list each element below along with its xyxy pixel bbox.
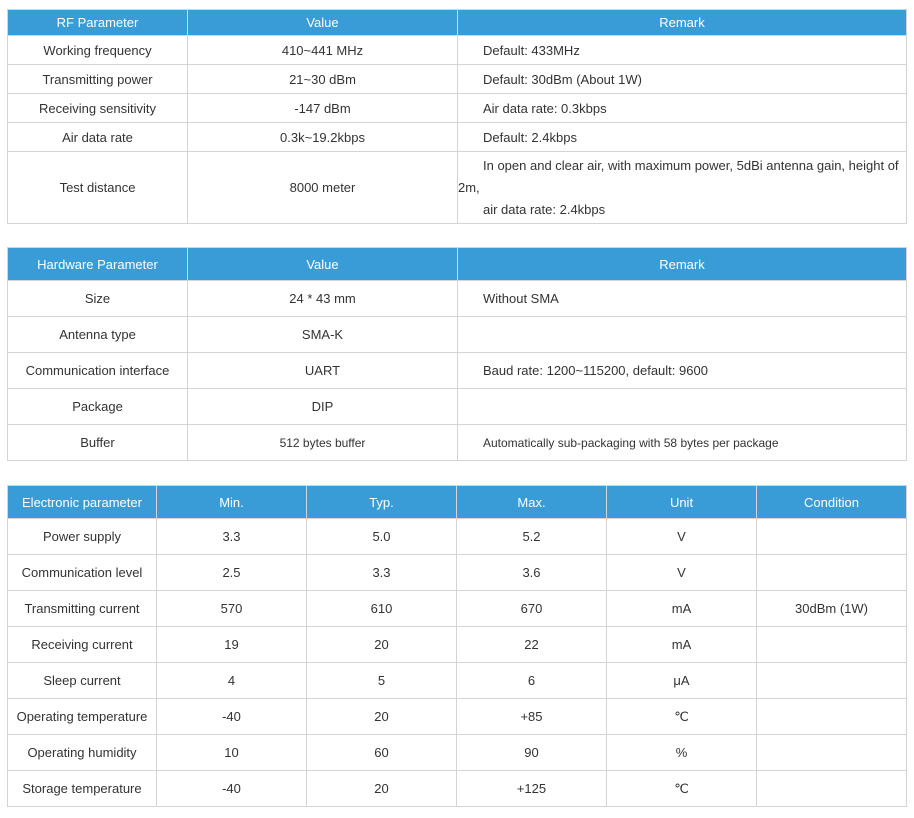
param-cell: Storage temperature [8,771,157,807]
param-cell: Antenna type [8,317,188,353]
param-cell: Working frequency [8,36,188,65]
unit-cell: μA [607,663,757,699]
remark-cell: Air data rate: 0.3kbps [458,94,907,123]
typ-cell: 60 [307,735,457,771]
column-header: Condition [757,486,907,519]
value-cell: SMA-K [188,317,458,353]
condition-cell [757,699,907,735]
unit-cell: ℃ [607,699,757,735]
typ-cell: 3.3 [307,555,457,591]
max-cell: 670 [457,591,607,627]
table-row [8,627,907,663]
table-row [8,123,907,152]
param-cell: Operating temperature [8,699,157,735]
param-cell: Buffer [8,425,188,461]
min-cell: -40 [157,771,307,807]
condition-cell [757,771,907,807]
table-row [8,591,907,627]
table-row [8,65,907,94]
table-row [8,519,907,555]
electronic-table-body [8,519,907,807]
unit-cell: ℃ [607,771,757,807]
remark-line: In open and clear air, with maximum power, 5dBi antenna gain, height of [483,157,899,173]
table-row [8,735,907,771]
param-cell: Receiving sensitivity [8,94,188,123]
hardware-parameter-table [7,247,907,461]
max-cell: 90 [457,735,607,771]
column-header: Remark [458,10,907,36]
param-cell: Communication level [8,555,157,591]
unit-cell: mA [607,627,757,663]
param-cell: Communication interface [8,353,188,389]
column-header: Hardware Parameter [8,248,188,281]
table-header-row [8,486,907,519]
param-cell: Sleep current [8,663,157,699]
remark-cell [458,389,907,425]
min-cell: -40 [157,699,307,735]
remark-cell: Default: 433MHz [458,36,907,65]
max-cell: 5.2 [457,519,607,555]
unit-cell: % [607,735,757,771]
table-row [8,663,907,699]
param-cell: Air data rate [8,123,188,152]
min-cell: 2.5 [157,555,307,591]
table-row [8,36,907,65]
param-cell: Size [8,281,188,317]
condition-cell [757,735,907,771]
param-cell: Operating humidity [8,735,157,771]
min-cell: 19 [157,627,307,663]
typ-cell: 20 [307,771,457,807]
table-header-row [8,10,907,36]
remark-cell: Baud rate: 1200~115200, default: 9600 [458,353,907,389]
column-header: Max. [457,486,607,519]
remark-cell [458,317,907,353]
param-cell: Receiving current [8,627,157,663]
value-cell: 0.3k~19.2kbps [188,123,458,152]
table-row [8,317,907,353]
column-header: Typ. [307,486,457,519]
typ-cell: 5.0 [307,519,457,555]
table-row [8,699,907,735]
unit-cell: V [607,555,757,591]
remark-cell: Without SMA [458,281,907,317]
min-cell: 4 [157,663,307,699]
column-header: Remark [458,248,907,281]
value-cell: 8000 meter [188,152,458,224]
min-cell: 570 [157,591,307,627]
column-header: RF Parameter [8,10,188,36]
param-cell: Package [8,389,188,425]
value-cell: 24 * 43 mm [188,281,458,317]
min-cell: 10 [157,735,307,771]
unit-cell: mA [607,591,757,627]
column-header: Value [188,10,458,36]
table-row [8,771,907,807]
remark-line: 2m, [458,179,480,195]
typ-cell: 5 [307,663,457,699]
remark-cell [458,152,907,224]
unit-cell: V [607,519,757,555]
column-header: Electronic parameter [8,486,157,519]
column-header: Unit [607,486,757,519]
table-header-row [8,248,907,281]
max-cell: 6 [457,663,607,699]
typ-cell: 20 [307,699,457,735]
value-cell: DIP [188,389,458,425]
electronic-parameter-table [7,485,907,807]
value-cell: 410~441 MHz [188,36,458,65]
max-cell: +85 [457,699,607,735]
param-cell: Transmitting power [8,65,188,94]
remark-cell: Automatically sub-packaging with 58 bytes per package [458,425,907,461]
value-cell: UART [188,353,458,389]
condition-cell: 30dBm (1W) [757,591,907,627]
value-cell: 21~30 dBm [188,65,458,94]
column-header: Value [188,248,458,281]
condition-cell [757,663,907,699]
remark-line: air data rate: 2.4kbps [483,201,606,217]
condition-cell [757,627,907,663]
typ-cell: 20 [307,627,457,663]
table-row [8,353,907,389]
condition-cell [757,555,907,591]
remark-cell: Default: 2.4kbps [458,123,907,152]
param-cell: Test distance [8,152,188,224]
table-row [8,152,907,224]
min-cell: 3.3 [157,519,307,555]
value-cell: -147 dBm [188,94,458,123]
max-cell: 22 [457,627,607,663]
condition-cell [757,519,907,555]
max-cell: 3.6 [457,555,607,591]
column-header: Min. [157,486,307,519]
table-row [8,94,907,123]
typ-cell: 610 [307,591,457,627]
param-cell: Transmitting current [8,591,157,627]
rf-parameter-table [7,9,907,224]
table-row [8,281,907,317]
remark-cell: Default: 30dBm (About 1W) [458,65,907,94]
max-cell: +125 [457,771,607,807]
value-cell: 512 bytes buffer [188,425,458,461]
table-row [8,425,907,461]
table-row [8,389,907,425]
param-cell: Power supply [8,519,157,555]
table-row [8,555,907,591]
